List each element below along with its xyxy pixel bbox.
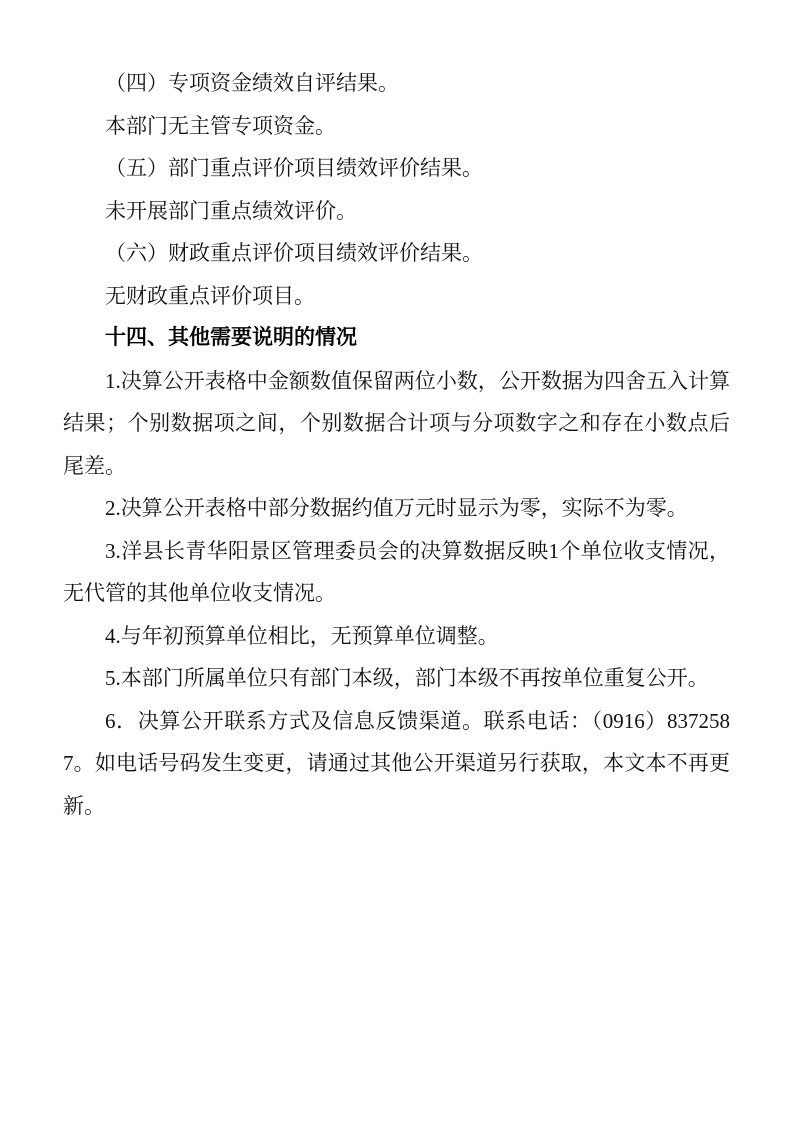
paragraph-note-4-budget-units: 4.与年初预算单位相比，无预算单位调整。 [105, 623, 499, 648]
section-heading-other-notes: 十四、其他需要说明的情况 [105, 326, 357, 349]
paragraph-no-dept-key-eval: 未开展部门重点绩效评价。 [105, 198, 357, 223]
paragraph-note-2-zero-display: 2.决算公开表格中部分数据约值万元时显示为零，实际不为零。 [105, 496, 688, 520]
paragraph-note-1-rounding: 1.决算公开表格中金额数值保留两位小数，公开数据为四舍五入计算结果；个别数据项之间，个别数据合计项与分项数字之和存在小数点后尾差。 [63, 368, 730, 478]
paragraph-no-managed-special-funds: 本部门无主管专项资金。 [105, 113, 336, 138]
paragraph-note-6-contact-phone: 6．决算公开联系方式及信息反馈渠道。联系电话：（0916）8372587。如电话号码发生变更，请通过其他公开渠道另行获取，本文本不再更新。 [63, 708, 730, 818]
paragraph-note-5-no-duplicate: 5.本部门所属单位只有部门本级，部门本级不再按单位重复公开。 [105, 666, 709, 690]
paragraph-finance-key-eval-title: （六）财政重点评价项目绩效评价结果。 [105, 241, 483, 265]
paragraph-special-funds-self-eval-title: （四）专项资金绩效自评结果。 [105, 71, 399, 95]
paragraph-note-3-unit-scope: 3.洋县长青华阳景区管理委员会的决算数据反映1个单位收支情况，无代管的其他单位收支情况。 [63, 538, 730, 605]
paragraph-no-finance-key-eval: 无财政重点评价项目。 [105, 283, 315, 308]
paragraph-dept-key-eval-title: （五）部门重点评价项目绩效评价结果。 [105, 156, 483, 180]
